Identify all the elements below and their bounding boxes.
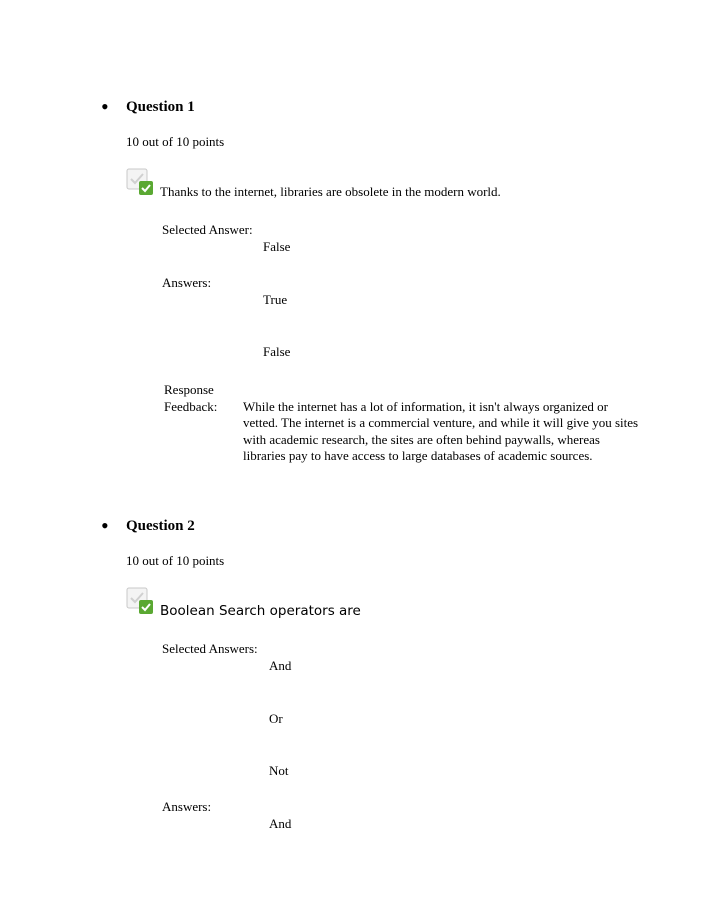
selected-answer-label: Selected Answer:	[162, 222, 253, 237]
bullet: •	[101, 513, 109, 538]
feedback-label-line1: Response	[164, 382, 214, 397]
question-title: Question 2	[126, 518, 195, 534]
correct-check-icon	[126, 168, 154, 196]
answer-option: And	[269, 816, 292, 831]
correct-check-icon	[126, 587, 154, 615]
selected-answer: False	[263, 239, 291, 254]
question-text: Thanks to the internet, libraries are obsolete in the modern world.	[160, 184, 501, 199]
feedback-label-line2: Feedback:	[164, 399, 218, 414]
answer-option: False	[263, 344, 291, 359]
selected-answer: And	[269, 658, 292, 673]
answers-label: Answers:	[162, 799, 212, 814]
question-title: Question 1	[126, 99, 195, 115]
answers-label: Answers:	[162, 275, 212, 290]
response-feedback: While the internet has a lot of information, it isn't always organized or vetted. The internet is a commercial venture, and while it will give you sites with academic research, the sites are often behind paywalls, whereas libraries pay to have access to large databases of academic sources.	[243, 399, 639, 463]
answer-option: True	[263, 292, 288, 307]
selected-answers-label: Selected Answers:	[162, 641, 258, 656]
selected-answer: Not	[269, 763, 289, 778]
question-text: Boolean Search operators are	[160, 603, 361, 619]
question-points: 10 out of 10 points	[126, 134, 225, 149]
bullet: •	[101, 94, 109, 119]
selected-answer: Or	[269, 711, 283, 726]
question-points: 10 out of 10 points	[126, 553, 225, 568]
